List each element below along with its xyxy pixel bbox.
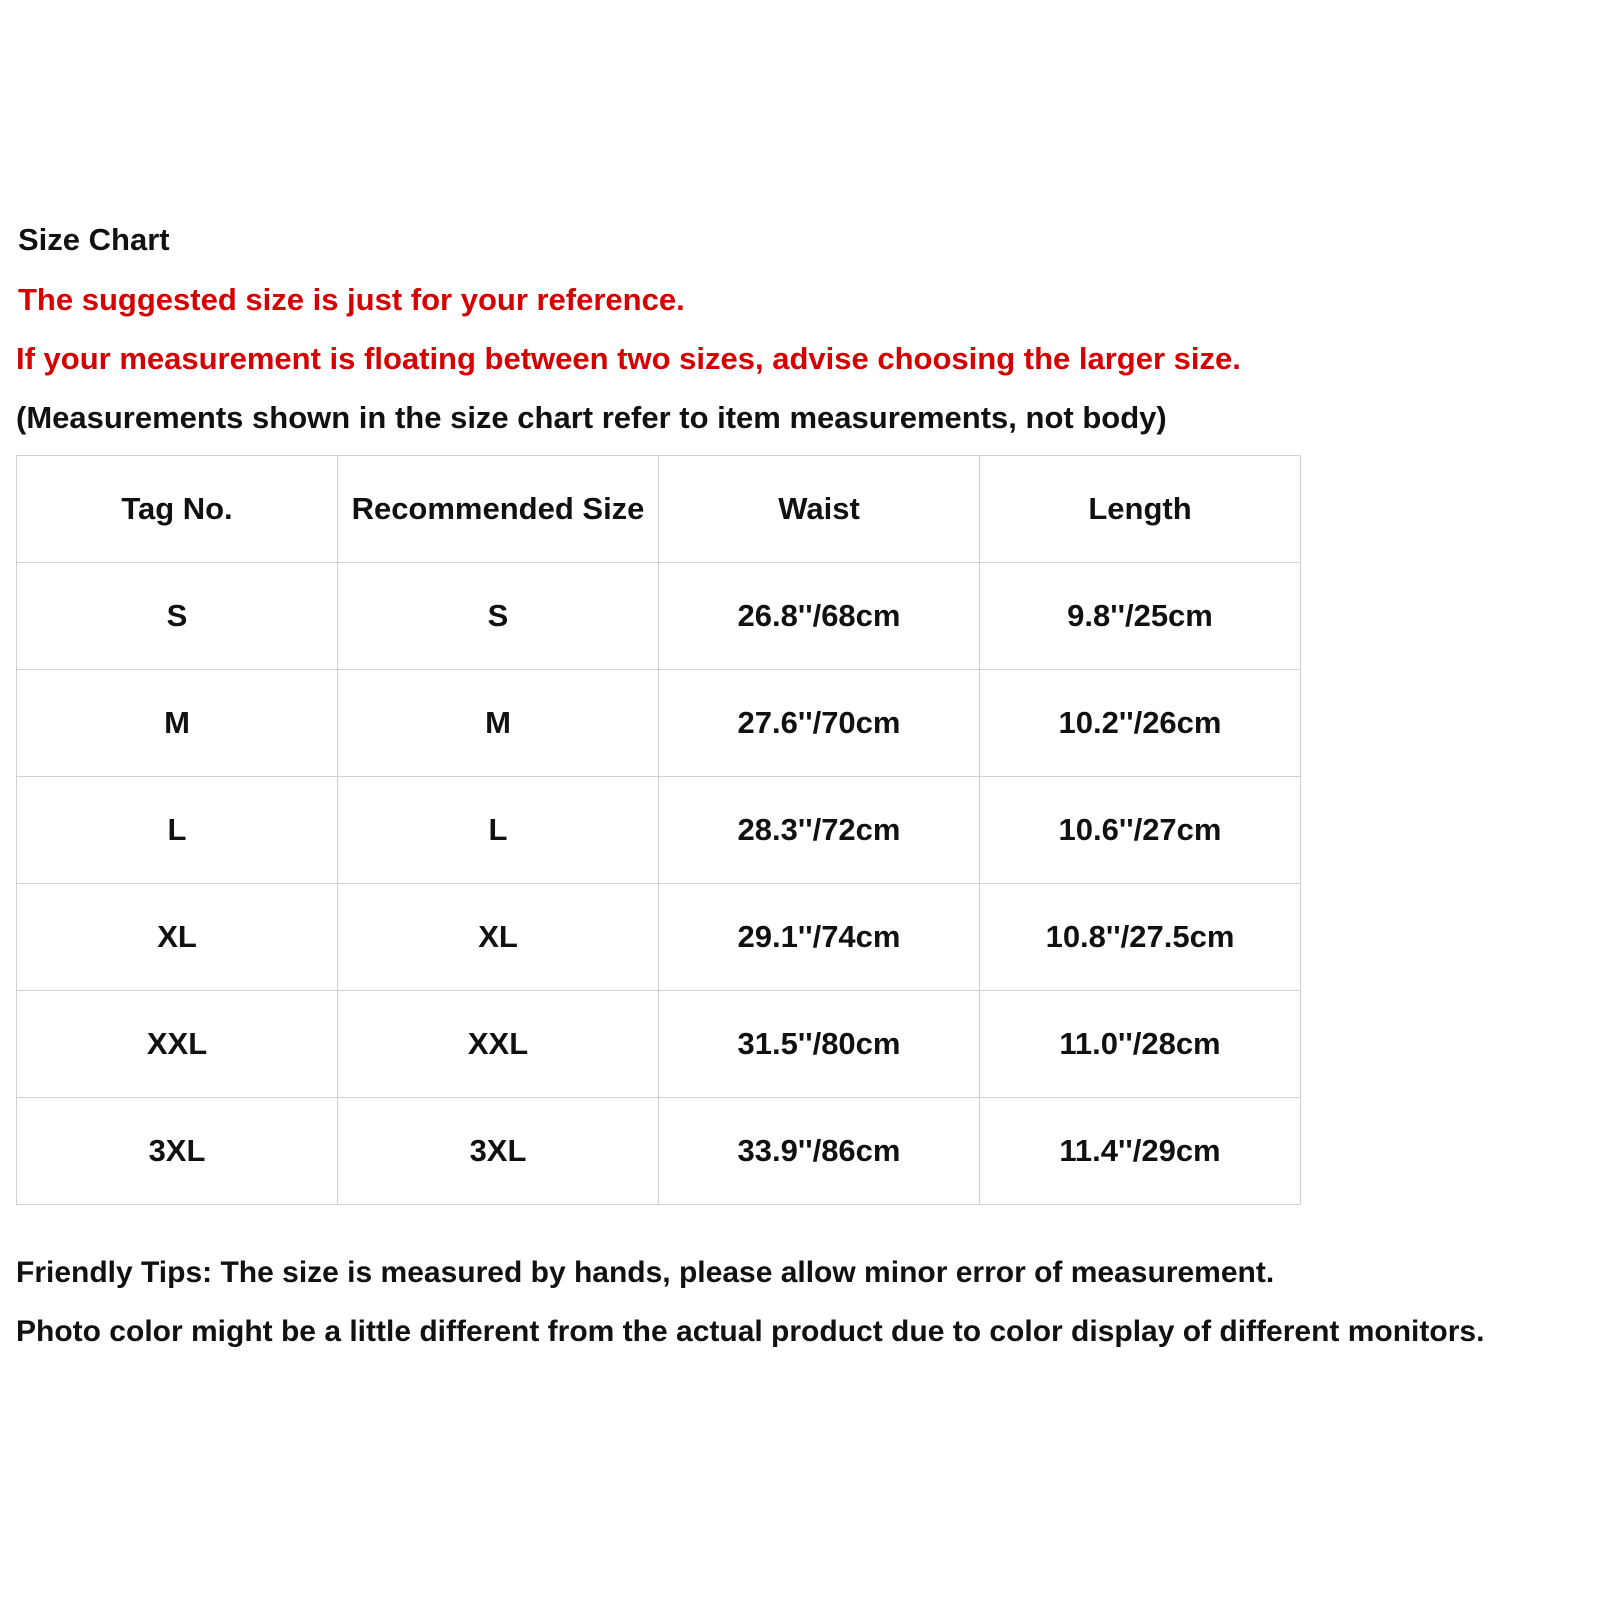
cell-tag-no: XXL (17, 991, 338, 1098)
cell-tag-no: 3XL (17, 1098, 338, 1205)
cell-recommended-size: M (338, 670, 659, 777)
photo-color-tip: Photo color might be a little different from the actual product due to color display of different monitors. (16, 1315, 1485, 1348)
header-waist: Waist (659, 456, 980, 563)
cell-length: 10.8''/27.5cm (980, 884, 1301, 991)
floating-size-note: If your measurement is floating between two sizes, advise choosing the larger size. (16, 341, 1241, 376)
cell-recommended-size: 3XL (338, 1098, 659, 1205)
cell-length: 10.6''/27cm (980, 777, 1301, 884)
cell-tag-no: XL (17, 884, 338, 991)
cell-length: 11.4''/29cm (980, 1098, 1301, 1205)
header-tag-no: Tag No. (17, 456, 338, 563)
cell-waist: 29.1''/74cm (659, 884, 980, 991)
cell-length: 11.0''/28cm (980, 991, 1301, 1098)
cell-length: 9.8''/25cm (980, 563, 1301, 670)
cell-tag-no: M (17, 670, 338, 777)
cell-recommended-size: S (338, 563, 659, 670)
cell-waist: 27.6''/70cm (659, 670, 980, 777)
cell-tag-no: S (17, 563, 338, 670)
cell-waist: 31.5''/80cm (659, 991, 980, 1098)
header-recommended-size: Recommended Size (338, 456, 659, 563)
cell-waist: 26.8''/68cm (659, 563, 980, 670)
cell-recommended-size: XL (338, 884, 659, 991)
page-title: Size Chart (18, 222, 170, 257)
table-row (17, 884, 1301, 991)
cell-tag-no: L (17, 777, 338, 884)
reference-note: The suggested size is just for your reference. (18, 282, 685, 317)
cell-recommended-size: L (338, 777, 659, 884)
cell-waist: 33.9''/86cm (659, 1098, 980, 1205)
table-header-row (17, 456, 1301, 563)
header-length: Length (980, 456, 1301, 563)
friendly-tip: Friendly Tips: The size is measured by hands, please allow minor error of measurement. (16, 1256, 1275, 1289)
table-row (17, 777, 1301, 884)
size-chart-table (16, 455, 1301, 1205)
cell-length: 10.2''/26cm (980, 670, 1301, 777)
table-row (17, 563, 1301, 670)
table-row (17, 1098, 1301, 1205)
table-row (17, 991, 1301, 1098)
measurement-note: (Measurements shown in the size chart refer to item measurements, not body) (16, 400, 1167, 435)
cell-recommended-size: XXL (338, 991, 659, 1098)
table-row (17, 670, 1301, 777)
cell-waist: 28.3''/72cm (659, 777, 980, 884)
